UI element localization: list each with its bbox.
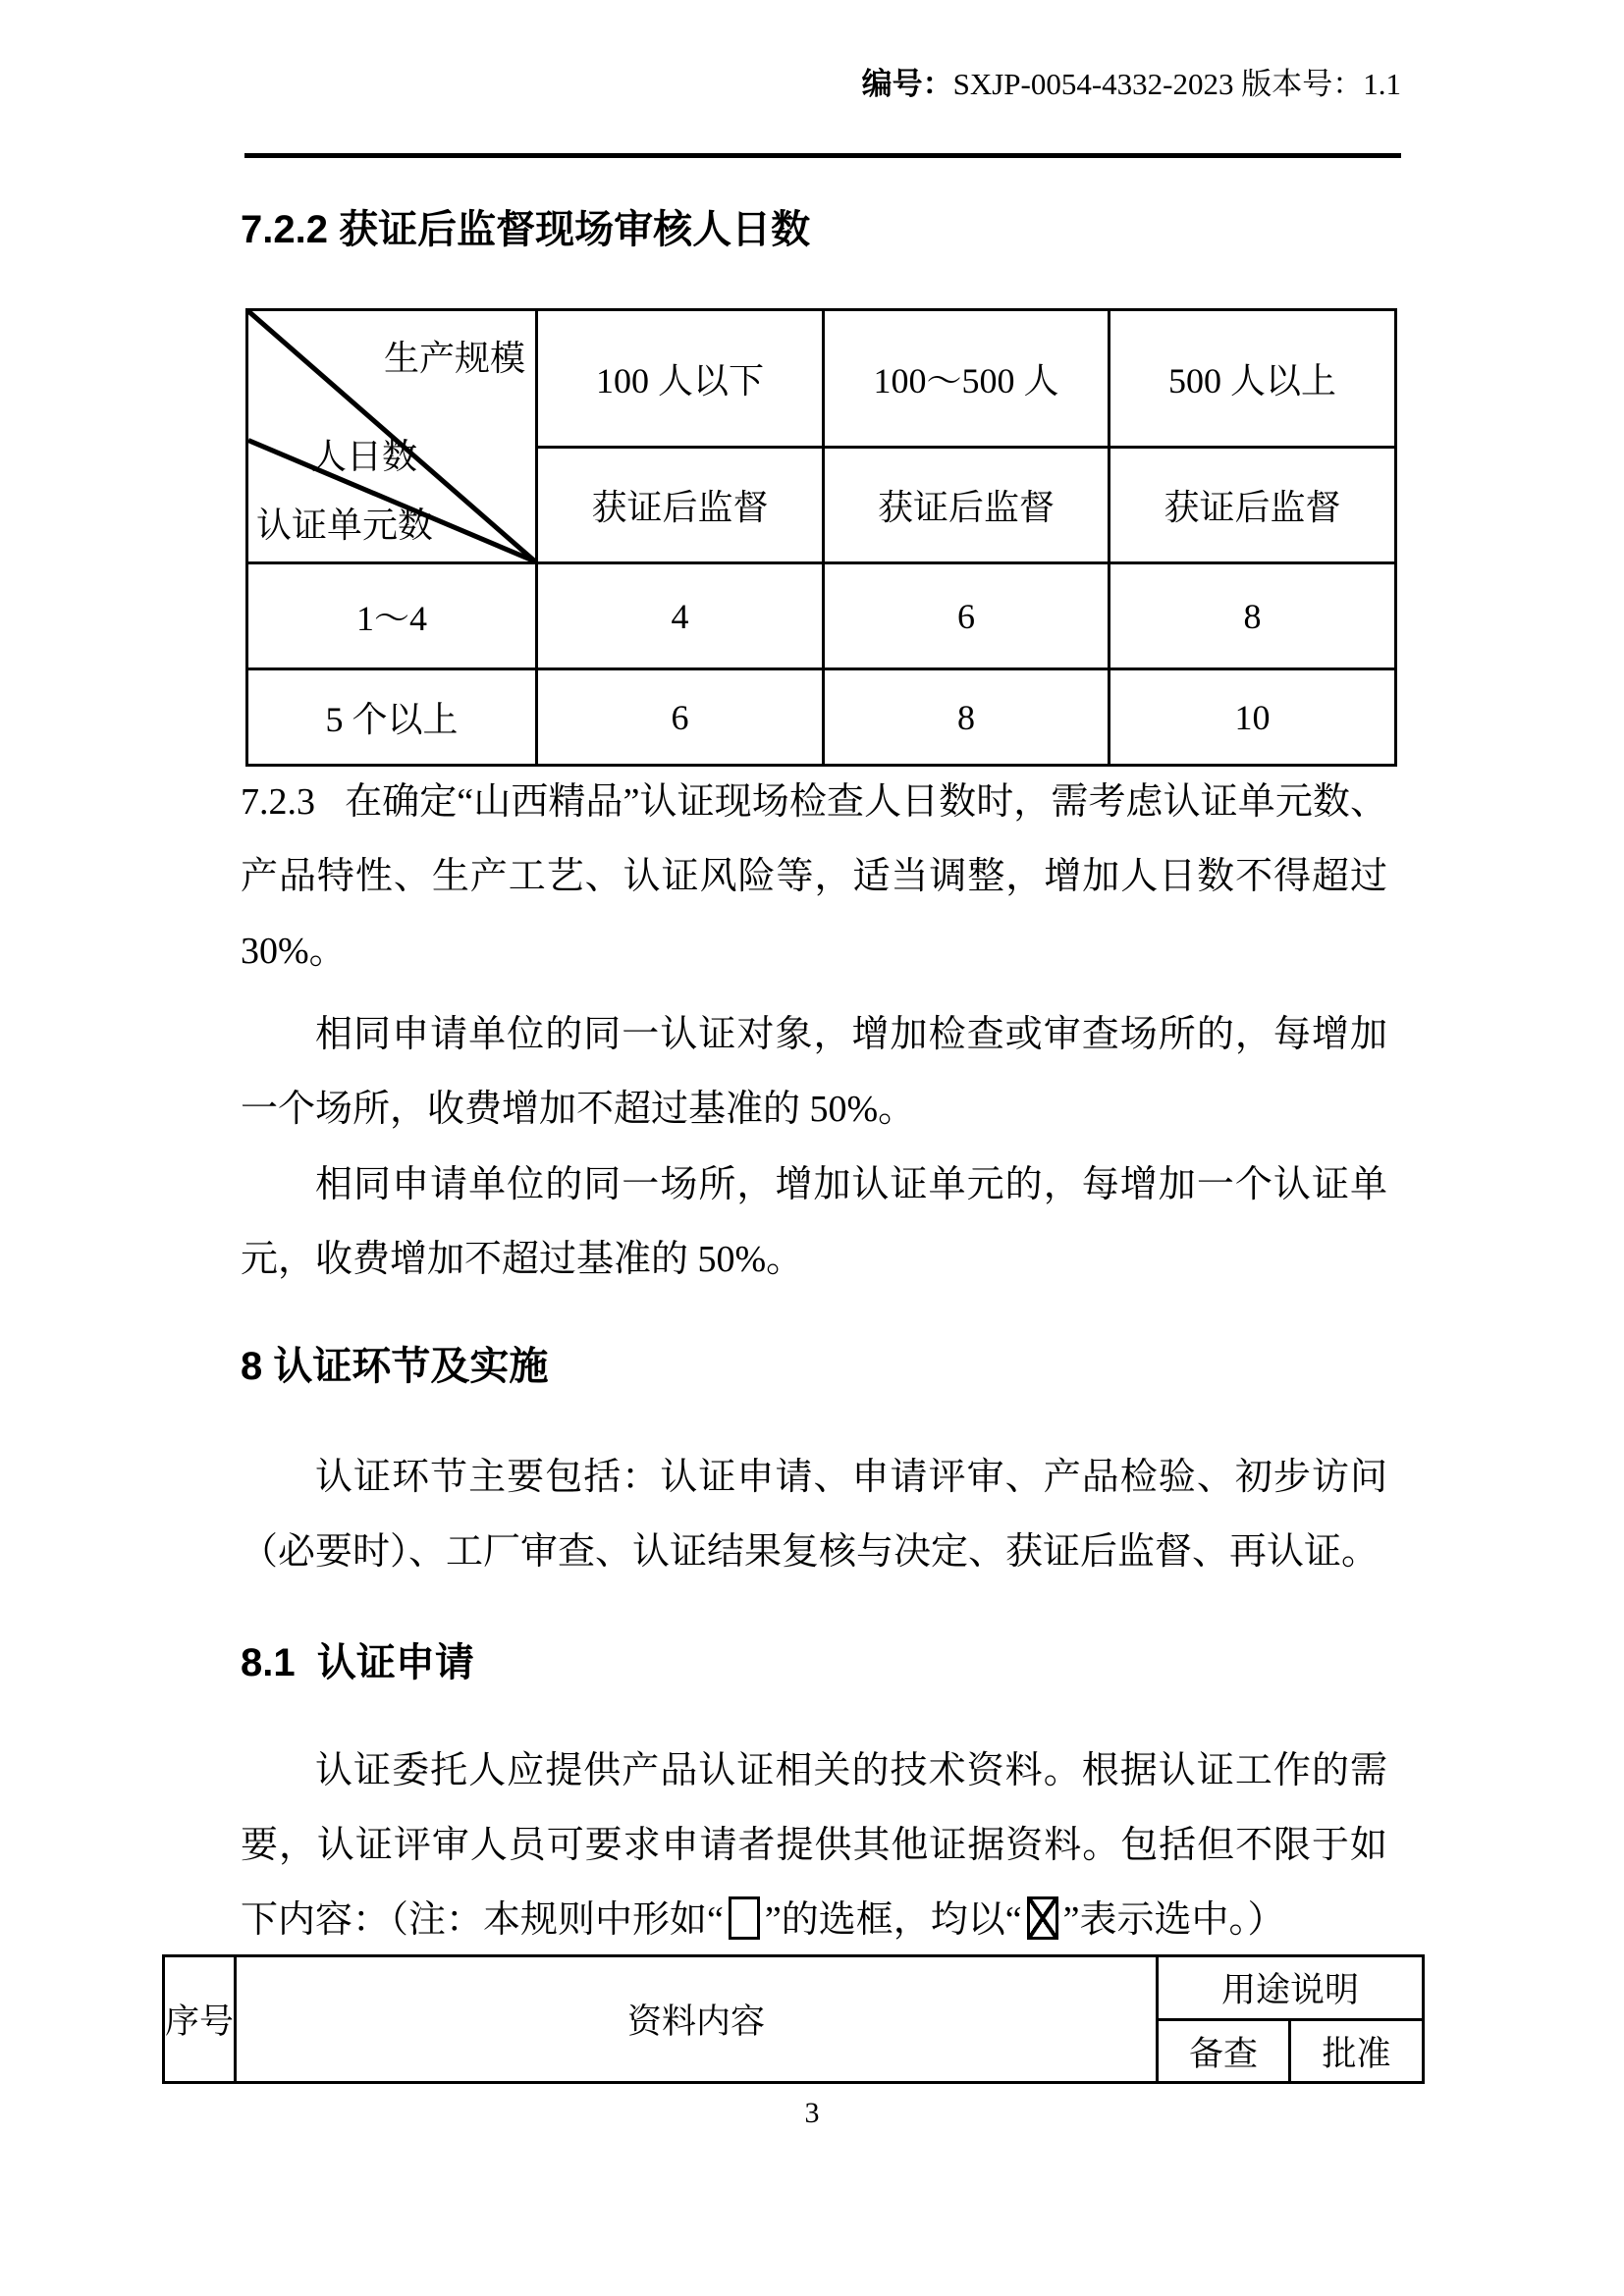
materials-content-header: 资料内容 [236,1956,1158,2083]
page-number: 3 [804,2097,820,2129]
checkbox-empty-icon [729,1896,760,1940]
paragraph-text: ”表示选中。） [1062,1899,1285,1941]
value-cell: 6 [537,669,824,766]
usage-sub-header-approve: 批准 [1290,2020,1424,2083]
paragraph-text: 在确定“山西精品”认证现场检查人日数时，需考虑认证单元数、产品特性、生产工艺、认证风险等，适当调整，增加人日数不得超过 30%。 [241,781,1387,972]
doc-version-value: 1.1 [1363,67,1401,101]
materials-index-header: 序号 [164,1956,236,2083]
doc-code-label: 编号： [861,67,953,101]
paragraph-text: ”的选框，均以“ [764,1899,1022,1941]
col-header-under-100: 100 人以下 [537,310,824,448]
doc-version-label: 版本号： [1241,67,1364,101]
corner-label-man-days: 人日数 [311,437,418,476]
usage-sub-header-record: 备查 [1158,2020,1290,2083]
corner-label-production-scale: 生产规模 [383,339,525,378]
table-row [247,563,1396,669]
sub-header-post-cert-supervision: 获证后监督 [824,448,1110,563]
section-heading-8: 8 认证环节及实施 [241,1345,549,1388]
diagonal-header-cell [247,310,537,563]
value-cell: 4 [537,563,824,669]
value-cell: 6 [824,563,1110,669]
value-cell: 8 [1110,563,1396,669]
table-row [247,669,1396,766]
supervision-manday-table [245,308,1397,767]
materials-usage-header: 用途说明 [1158,1956,1424,2020]
paragraph-text: 认证委托人应提供产品认证相关的技术资料。根据认证工作的需要，认证评审人员可要求申请者提供其他证据资料。包括但不限于如下内容：（注：本规则中形如“ [241,1750,1387,1941]
doc-code-value: SXJP-0054-4332-2023 [952,67,1242,101]
header-rule [244,153,1401,158]
paragraph-same-site: 相同申请单位的同一场所，增加认证单元的，每增加一个认证单元，收费增加不超过基准的 50%。 [241,1164,1387,1280]
value-cell: 10 [1110,669,1396,766]
col-header-over-500: 500 人以上 [1110,310,1396,448]
paragraph-7-2-3 [241,765,1387,988]
paragraph-same-cert-object: 相同申请单位的同一认证对象，增加检查或审查场所的，每增加一个场所，收费增加不超过基准的 50%。 [241,1014,1387,1130]
row-label-1-4: 1～4 [247,563,537,669]
paragraph-number: 7.2.3 [241,781,315,823]
corner-label-cert-units: 认证单元数 [256,506,434,545]
col-header-100-500: 100～500 人 [824,310,1110,448]
value-cell: 8 [824,669,1110,766]
checkbox-checked-icon [1027,1896,1058,1940]
sub-header-post-cert-supervision: 获证后监督 [1110,448,1396,563]
section-heading-7-2-2: 7.2.2 获证后监督现场审核人日数 [241,208,811,251]
doc-code-header [244,65,1401,104]
paragraph-cert-process: 认证环节主要包括：认证申请、申请评审、产品检验、初步访问（必要时）、工厂审查、认证结果复核与决定、获证后监督、再认证。 [241,1457,1387,1573]
paragraph-cert-application [241,1734,1387,1957]
sub-header-post-cert-supervision: 获证后监督 [537,448,824,563]
section-heading-8-1: 8.1 认证申请 [241,1641,474,1684]
materials-table [162,1954,1425,2084]
row-label-5-plus: 5 个以上 [247,669,537,766]
